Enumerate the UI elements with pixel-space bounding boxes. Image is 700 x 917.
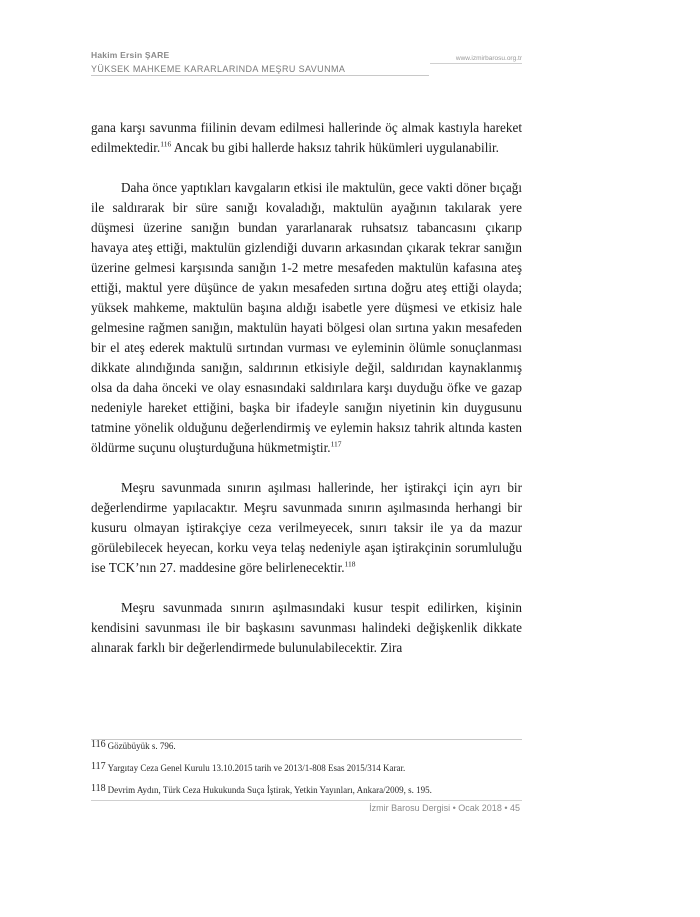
footnote-text: Yargıtay Ceza Genel Kurulu 13.10.2015 tarih ve 2013/1-808 Esas 2015/314 Karar. bbox=[107, 763, 406, 773]
footnote bbox=[91, 761, 405, 773]
footnote-text: Gözübüyük s. 796. bbox=[107, 741, 176, 751]
paragraph: Meşru savunmada sınırın aşılmasındaki kusur tespit edilirken, kişinin kendisini savunması ile bir başkasını savunması halindeki değişkenlik dikkate alınarak farklı bir değerlendirmede bulunulabilecektir. Zira bbox=[91, 600, 522, 655]
footnote-number: 117 bbox=[91, 761, 106, 772]
running-header-author: Hakim Ersin ŞARE bbox=[91, 50, 170, 60]
footnote-number: 116 bbox=[91, 739, 106, 750]
footnote-ref[interactable]: 118 bbox=[344, 559, 356, 569]
paragraph: Daha önce yaptıkları kavgaların etkisi ile maktulün, gece vakti döner bıçağı ile saldırarak bir süre sanığı kovaladığı, maktulün ayağının takılarak yere düşmesi üzerine sanığın bundan yararlanarak ruhsatsız tabancasını çıkarıp havaya ateş ettiği, maktulün gizlendiği duvarın arkasından çıkarak tekrar sanığın üzerine gelmesi karşısında sanığın 1-2 metre mesafeden maktulün kafasına ateş ettiği, maktul yere düşünce de yakın mesafeden sırtına doğru ateş ettiği olayda; yüksek mahkeme, maktulün başına aldığı isabetle yere düşmesi ve etkisiz hale gelmesine rağmen sanığın, maktulün hayati bölgesi olan sırtına yakın mesafeden bir el ateş ederek maktulü sırtından vurması ve eyleminin ölümle sonuçlanması dikkate alındığında sanığın, saldırının etkisiyle değil, saldırıdan kaynaklanmış olsa da daha önceki ve olay esnasındaki saldırılara karşı duyduğu öfke ve gazap nedeniyle hareket ettiğini, başka bir ifadeyle sanığın niyetinin kin duygusunu tatmine yönelik olduğunu değerlendirmiş ve eylemin haksız tahrik altında kasten öldürme suçunu oluşturduğuna hükmetmiştir.$^{117}$ bbox=[91, 180, 522, 455]
footnote-ref[interactable]: 116 bbox=[160, 139, 172, 149]
paragraph: Meşru savunmada sınırın aşılması hallerinde, her iştirakçi için ayrı bir değerlendirme yapılacaktır. Meşru savunmada sınırın aşılmasında herhangi bir kusuru olmayan iştirakçiye ceza verilmeyecek, sınırı taksir ile ya da mazur görülebilecek heyecan, korku veya telaş nedeniyle aşan iştirakçinin sorumluluğu ise TCK’nın 27. maddesine göre belirlenecektir.$^{118}$ bbox=[91, 480, 522, 575]
header-website: www.izmirbarosu.org.tr bbox=[455, 55, 522, 62]
footnote bbox=[91, 739, 176, 751]
footnote-text: Devrim Aydın, Türk Ceza Hukukunda Suça İştirak, Yetkin Yayınları, Ankara/2009, s. 195. bbox=[107, 785, 432, 795]
header-divider-right bbox=[430, 63, 522, 64]
footnote-number: 118 bbox=[91, 783, 106, 794]
footer-divider bbox=[91, 800, 522, 801]
body-text bbox=[91, 118, 522, 658]
paragraph: gana karşı savunma fiilinin devam edilmesi hallerinde öç almak kastıyla hareket edilmektedir.$^{116}$ Ancak bu gibi hallerde haksız tahrik hükümleri uygulanabilir. bbox=[91, 120, 522, 155]
header-divider bbox=[91, 75, 429, 76]
running-footer: İzmir Barosu Dergisi • Ocak 2018 • 45 bbox=[369, 803, 520, 813]
running-header-title: YÜKSEK MAHKEME KARARLARINDA MEŞRU SAVUNMA bbox=[91, 64, 346, 74]
footnote bbox=[91, 783, 432, 795]
footnote-ref[interactable]: 117 bbox=[330, 439, 342, 449]
